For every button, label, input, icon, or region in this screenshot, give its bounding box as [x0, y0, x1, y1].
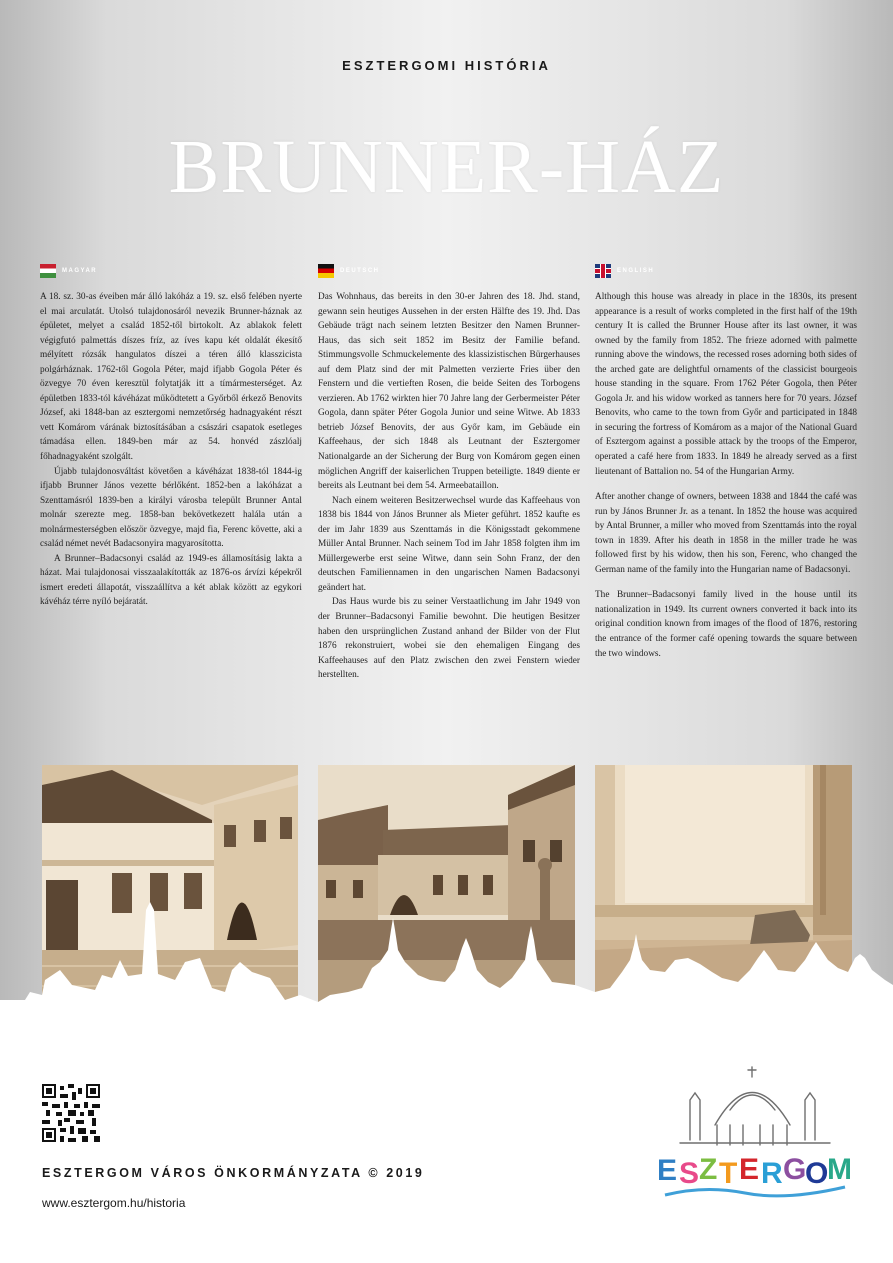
language-label: MAGYAR: [62, 268, 98, 274]
paragraph: A 18. sz. 30-as éveiben már álló lakóház a 19. sz. első felében nyerte el mai arculatát. Utolsó tulajdonosáról nevezik Brunner-háznak az épületet, melyet a család 1852-től birtokolt. Az ablakok felett végigfutó palmettás díszes fríz, az íves kapu két oldalát ékesítő mélyített rózsák hangulatos díszei a téren álló klasszicista polgárháznak. 1762-től Gogola Péter, majd ifjabb Gogola Péter és özvegye 70 éven keresztül folytatják itt a tímármesterséget. Az épületben 1833-tól kávéházat működtetett a Győrből érkező Benovits József, aki 1848-ban az esztergomi nemzetőrség hadnagyaként részt vett Komárom várának biztosításában a császári csapatok esetleges támadása ellen. 1849-ben már az 54. honvéd zászlóalj főhadnagyaként szolgált.: [40, 292, 302, 463]
paragraph: A Brunner–Badacsonyi család az 1949-es államosításig lakta a házat. Mai tulajdonosai visszaalakították az 1876-os árvízi képekről ismert eredeti állapotát, visszaállítva a két ablak között az egykori kávéház térre nyíló bejáratát.: [40, 553, 302, 608]
footer-url-link[interactable]: www.esztergom.hu/historia: [42, 1196, 186, 1210]
language-header-hungarian: [40, 264, 302, 278]
paragraph: Nach einem weiteren Besitzerwechsel wurde das Kaffeehaus von 1838 bis 1844 von János Brunner als Mieter geführt. 1852 kaufte es der im Jahr 1839 aus Szenttamás in die Königsstadt gekommene Müller Antal Brunner. Nach seinem Tod im Jahr 1858 folgten ihm im Müllergewerbe erst seine Witwe, dann sein Sohn Franz, der den deutschen Familiennamen in den ungarischen Namen Badacsonyi geändert hat.: [318, 495, 580, 593]
column-hungarian: [40, 264, 302, 610]
series-title: ESZTERGOMI HISTÓRIA: [342, 58, 551, 73]
svg-text:G: G: [783, 1153, 807, 1186]
page-title: BRUNNER-HÁZ: [168, 125, 725, 209]
german-flag-icon: [318, 264, 334, 278]
paragraph: The Brunner–Badacsonyi family lived in the house until its nationalization in 1949. Its current owners converted it back into its original condition known from images of the flood of 1876, restoring the entrance of the former café opening towards the square between the two windows.: [595, 590, 857, 659]
paragraph: After another change of owners, between 1838 and 1844 the café was run by János Brunner Jr. as a tenant. In 1852 the house was acquired by Antal Brunner, a miller who moved from Szenttamás into the royal town in 1839. After his death in 1858 in the miller trade he was followed first by his widow, then his son, Ferenc, who changed the German name of the family into the Hungarian name of Badacsonyi.: [595, 492, 857, 575]
paragraph: Das Haus wurde bis zu seiner Verstaatlichung im Jahr 1949 von der Brunner–Badacsonyi Familie bewohnt. Die heutigen Besitzer haben den ursprünglichen Zustand anhand der Bilder von der Flut 1876 rekonstruiert, wobei sie den ehemaligen Eingang des Kaffeehauses auf den Platz zwischen den zwei Fenstern wieder herstellten.: [318, 597, 580, 681]
language-header-german: [318, 264, 580, 278]
language-header-english: [595, 264, 857, 278]
svg-text:O: O: [805, 1157, 829, 1190]
svg-text:E: E: [739, 1153, 760, 1186]
paragraph: Újabb tulajdonosváltást követően a kávéházat 1838-tól 1844-ig ifjabb Brunner János vezette bérlőként. 1852-ben a lakóházat a Szenttamásról 1839-ben a királyi városba települt Brunner Antal molnár szerezte meg. 1858-ban bekövetkezett halála után a molnármesterségben először özvegye, majd fia, Ferenc követte, aki a család német nevét Badacsonyira magyarosította.: [40, 466, 302, 550]
paragraph: Das Wohnhaus, das bereits in den 30-er Jahren des 18. Jhd. stand, gewann sein heutiges Aussehen in der ersten Hälfte des 19. Jhd. Das Gebäude trägt nach seinem letzten Besitzer den Namen Brunner-Haus, das sich seit 1852 im Besitz der Familie befand. Stimmungsvolle Schmuckelemente des klassizistischen Bürgerhauses auf dem Platz sind der mit Palmetten verzierte Fries über den Fenstern und die vertieften Rosen, die beide Seiten des Torbogens verzieren. Ab 1762 wirkten hier 70 Jahre lang der Gerbermeister Péter Gogola, dann später Péter Gogola Junior und seine Witwe. Ab 1833 betrieb József Benovits, der aus Győr kam, im Gebäude ein Kaffeehaus, der sich 1848 als Leutnant der Esztergomer Nationalgarde an der Sicherung der Burg von Komárom gegen einen möglichen Angriff der kaiserlichen Truppen beteiligte. 1849 diente er bereits als Leutnant bei dem 54. Armeebataillon.: [318, 292, 580, 492]
svg-text:M: M: [827, 1153, 852, 1186]
qr-code-icon[interactable]: [42, 1084, 100, 1142]
hungarian-flag-icon: [40, 264, 56, 278]
uk-flag-icon: [595, 264, 611, 278]
language-label: ENGLISH: [617, 268, 655, 274]
svg-text:T: T: [719, 1157, 738, 1190]
svg-text:S: S: [679, 1157, 700, 1190]
esztergom-logo-icon: [655, 1055, 855, 1205]
language-label: DEUTSCH: [340, 268, 380, 274]
svg-text:E: E: [657, 1154, 678, 1187]
paragraph: Although this house was already in place in the 1830s, its present appearance is a result of works completed in the first half of the 19th century It is called the Brunner House after its last owner, it was owned by the family from 1852. The frieze adorned with palmette running above the windows, the recessed roses adorning both sides of the arched gate are delightful ornaments of the classicist bourgeois house standing in the square. From 1762 Péter Gogola, then Péter Gogola Jr. and his widow worked as tanners here for 70 years. József Benovits, who came to the town from Győr and participated in 1848 in securing the fortress of Komárom as a major of the National Guard of Esztergom against a possible attack by the troops of the Emperor, operated a café here from 1833. In 1849 he already served as a first lieutenant of Battalion no. 54 of the Hungarian Army.: [595, 292, 857, 477]
svg-text:R: R: [761, 1157, 783, 1190]
column-english: [595, 264, 857, 661]
column-german: [318, 264, 580, 683]
svg-text:Z: Z: [699, 1153, 718, 1186]
footer-organization: ESZTERGOM VÁROS ÖNKORMÁNYZATA © 2019: [42, 1166, 425, 1180]
